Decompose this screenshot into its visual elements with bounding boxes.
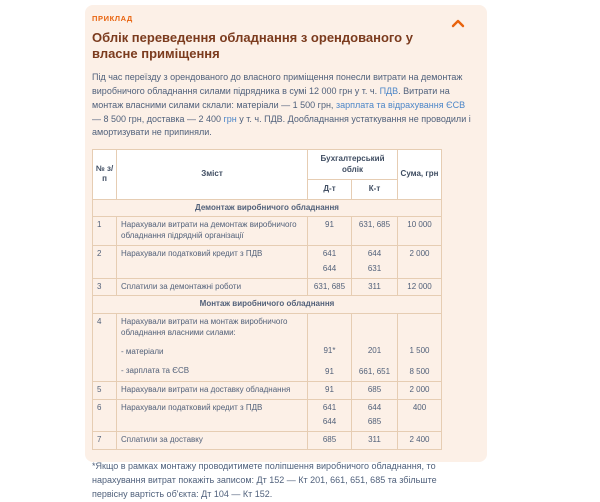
row-content xyxy=(117,399,308,432)
value-line: 12 000 xyxy=(407,281,432,291)
paragraph-text: у т. ч. ПДВ. Дообладнання устаткування не проводили і амортизувати не припиняли. xyxy=(92,113,471,138)
row-dt-value xyxy=(308,278,352,296)
row-number: 4 xyxy=(93,314,117,382)
row-dt-value xyxy=(308,432,352,450)
value-line: 685 xyxy=(367,417,382,427)
row-number: 7 xyxy=(93,432,117,450)
accounting-table-head xyxy=(93,150,442,199)
value-line: 631 xyxy=(367,263,382,273)
paragraph-text: . Витрати на монтаж власними силами склали: матеріали — 1 500 грн, xyxy=(92,85,450,110)
value-line: 10 000 xyxy=(407,220,432,230)
col-header-sum: Сума, грн xyxy=(398,150,442,199)
example-paragraph xyxy=(92,71,472,141)
row-dt-value xyxy=(308,217,352,246)
value-line: 644 xyxy=(367,402,382,412)
row-content-text: Сплатили за доставку xyxy=(121,435,203,445)
row-kt-value xyxy=(352,432,398,450)
row-sum-value xyxy=(398,399,442,432)
paragraph-text: Під час переїзду з орендованого до власного приміщення понесли витрати на демонтаж виробничого обладнання силами підрядника в сумі 12 000 грн у т. ч. xyxy=(92,71,463,96)
row-kt-value xyxy=(352,314,398,382)
col-header-dt: Д-т xyxy=(308,180,352,199)
col-header-num: № з/п xyxy=(93,150,117,199)
row-content-text: Нарахували витрати на монтаж виробничого обладнання власними силами: xyxy=(121,317,288,337)
row-content-text: Нарахували податковий кредит з ПДВ xyxy=(121,402,263,412)
example-title: Облік переведення обладнання з орендованого у власне приміщення xyxy=(92,30,413,61)
row-content-text: Нарахували витрати на демонтаж виробничого обладнання підрядній організації xyxy=(121,220,297,241)
row-dt-value xyxy=(308,314,352,382)
row-kt-value xyxy=(352,399,398,432)
row-kt-value xyxy=(352,278,398,296)
row-sum-value xyxy=(398,314,442,382)
row-sum-value xyxy=(398,278,442,296)
table-section-row xyxy=(93,296,442,314)
example-label: ПРИКЛАД xyxy=(92,14,133,23)
row-content-text: Сплатили за демонтажні роботи xyxy=(121,281,242,291)
inline-link[interactable]: зарплата та відрахування ЄСВ xyxy=(335,99,466,110)
row-kt-value xyxy=(352,217,398,246)
row-dt-value xyxy=(308,245,352,278)
value-line: 1 500 xyxy=(409,346,430,356)
value-line: 91 xyxy=(325,220,334,230)
row-content xyxy=(117,432,308,450)
value-line: 644 xyxy=(322,417,337,427)
value-spacer xyxy=(312,317,347,346)
example-footnote: *Якщо в рамках монтажу проводитимете поліпшення виробничого обладнання, то нарахування витрат покажіть записом: Дт 152 — Кт 201, 661, 651, 685 та збільште первісну вартість об'єкта: Дт 104 — Кт 152. xyxy=(92,460,437,499)
row-content xyxy=(117,278,308,296)
value-line: 8 500 xyxy=(409,366,430,376)
row-sum-value xyxy=(398,245,442,278)
value-spacer xyxy=(402,317,437,346)
row-content xyxy=(117,381,308,399)
value-line: 2 400 xyxy=(409,435,430,445)
value-line: 685 xyxy=(367,384,382,394)
paragraph-text: — 8 500 грн, доставка — 2 400 xyxy=(92,113,224,124)
row-content xyxy=(117,245,308,278)
value-line: 311 xyxy=(368,435,381,445)
row-sum-value xyxy=(398,217,442,246)
table-section-label: Монтаж виробничого обладнання xyxy=(93,296,442,314)
col-header-accounting: Бухгалтерський облік xyxy=(308,150,398,180)
row-content-subitem: - матеріали xyxy=(121,346,164,356)
table-row xyxy=(93,381,442,399)
table-section-label: Демонтаж виробничого обладнання xyxy=(93,199,442,217)
row-sum-value xyxy=(398,432,442,450)
accounting-table-body xyxy=(93,199,442,449)
accounting-table xyxy=(92,149,442,450)
col-header-kt: К-т xyxy=(352,180,398,199)
value-line: 631, 685 xyxy=(313,281,346,291)
value-line: 644 xyxy=(367,248,382,258)
value-line: 2 000 xyxy=(409,384,430,394)
value-line: 661, 651 xyxy=(358,366,391,376)
inline-link[interactable]: грн xyxy=(223,113,237,124)
table-row xyxy=(93,217,442,246)
value-line: 91 xyxy=(325,384,334,394)
value-line: 91* xyxy=(323,346,336,356)
row-number: 2 xyxy=(93,245,117,278)
value-line: 91 xyxy=(325,366,334,376)
table-row xyxy=(93,432,442,450)
row-content xyxy=(117,314,308,382)
row-sum-value xyxy=(398,381,442,399)
row-number: 3 xyxy=(93,278,117,296)
row-dt-value xyxy=(308,399,352,432)
inline-link[interactable]: ПДВ xyxy=(379,85,399,96)
table-row xyxy=(93,278,442,296)
table-section-row xyxy=(93,199,442,217)
value-line: 311 xyxy=(368,281,381,291)
row-number: 6 xyxy=(93,399,117,432)
value-line: 644 xyxy=(322,263,337,273)
value-spacer xyxy=(356,317,393,346)
value-line: 641 xyxy=(322,402,337,412)
value-line: 201 xyxy=(367,346,382,356)
row-content-text: Нарахували податковий кредит з ПДВ xyxy=(121,248,263,258)
col-header-content: Зміст xyxy=(117,150,308,199)
table-row xyxy=(93,245,442,278)
row-number: 1 xyxy=(93,217,117,246)
example-card xyxy=(85,5,487,499)
table-row xyxy=(93,399,442,432)
value-line: 2 000 xyxy=(409,248,430,258)
row-dt-value xyxy=(308,381,352,399)
chevron-up-icon[interactable] xyxy=(451,17,465,29)
row-content-subitem: - зарплата та ЄСВ xyxy=(121,365,190,375)
value-line: 631, 685 xyxy=(358,220,391,230)
row-number: 5 xyxy=(93,381,117,399)
row-kt-value xyxy=(352,245,398,278)
value-line: 685 xyxy=(322,435,337,445)
row-kt-value xyxy=(352,381,398,399)
row-content-text: Нарахували витрати на доставку обладнання xyxy=(121,384,291,394)
table-row xyxy=(93,314,442,382)
value-line: 400 xyxy=(412,402,427,412)
value-line: 641 xyxy=(322,248,337,258)
row-content xyxy=(117,217,308,246)
